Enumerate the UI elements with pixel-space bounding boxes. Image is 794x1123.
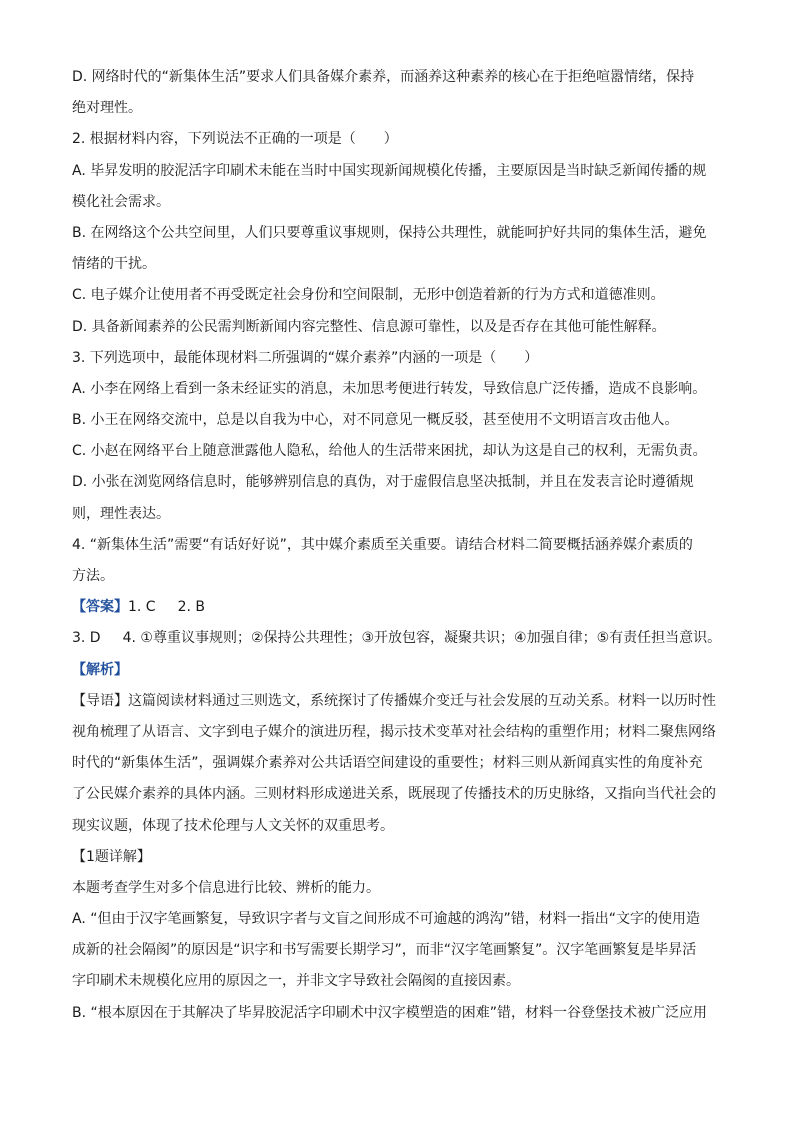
- detail-line: B. “根本原因在于其解决了毕昇胶泥活字印刷术中汉字模塑造的困难”错，材料一谷登堡技术被广泛应用: [72, 1004, 708, 1021]
- guide-line: [72, 686, 736, 717]
- guide-line: 时代的“新集体生活”，强调媒介素养对公共话语空间建设的重要性；材料三则从新闻真实性的角度补充: [72, 755, 703, 772]
- text-line: D. 具备新闻素养的公民需判断新闻内容完整性、信息源可靠性，以及是否存在其他可能性解释。: [72, 318, 666, 335]
- guide-line: 了公民媒介素养的具体内涵。三则材料形成递进关系，既展现了传播技术的历史脉络，又指向当代社会的: [72, 786, 716, 803]
- text-line: 情绪的干扰。: [72, 256, 156, 273]
- guide-text: 这篇阅读材料通过三则选文，系统探讨了传播媒介变迁与社会发展的互动关系。材料一以历时性: [128, 692, 716, 709]
- detail-line: A. “但由于汉字笔画繁复，导致识字者与文盲之间形成不可逾越的鸿沟”错，材料一指出“文字的使用造: [72, 911, 700, 928]
- text-line: B. 在网络这个公共空间里，人们只要尊重议事规则，保持公共理性，就能呵护好共同的集体生活，避免: [72, 224, 707, 241]
- analysis-tag: 【解析】: [72, 661, 128, 678]
- answer-3: 3. D: [72, 630, 101, 647]
- guide-tag: 【导语】: [72, 692, 128, 709]
- text-line: 模化社会需求。: [72, 193, 170, 210]
- text-line: D. 小张在浏览网络信息时，能够辨别信息的真伪，对于虚假信息坚决抵制，并且在发表言论时遵循规: [72, 474, 694, 491]
- guide-line: 现实议题，体现了技术伦理与人文关怀的双重思考。: [72, 817, 394, 834]
- text-line: D. 网络时代的“新集体生活”要求人们具备媒介素养，而涵养这种素养的核心在于拒绝喧嚣情绪，保持: [72, 69, 695, 85]
- detail-line: 成新的社会隔阂”的原因是“识字和书写需要长期学习”，而非“汉字笔画繁复”。汉字笔画繁复是毕昇活: [72, 942, 697, 959]
- text-line: C. 小赵在网络平台上随意泄露他人隐私，给他人的生活带来困扰，却认为这是自己的权利，无需负责。: [72, 443, 707, 460]
- answer-line-1: [72, 592, 736, 623]
- question-2-stem: 2. 根据材料内容，下列说法不正确的一项是（ ）: [72, 131, 398, 148]
- guide-line: 视角梳理了从语言、文字到电子媒介的演进历程，揭示技术变革对社会结构的重塑作用；材料二聚焦网络: [72, 723, 716, 740]
- detail-heading: 【1题详解】: [72, 848, 151, 865]
- answer-1: 1. C: [128, 599, 156, 616]
- text-line: 则，理性表达。: [72, 505, 170, 522]
- document-page: [72, 62, 736, 1029]
- text-line: 绝对理性。: [72, 100, 142, 117]
- analysis-heading: [72, 655, 736, 686]
- question-4-stem: 4. “新集体生活”需要“有话好好说”，其中媒介素质至关重要。请结合材料二简要概括涵养媒介素质的: [72, 536, 693, 553]
- text-line: A. 小李在网络上看到一条未经证实的消息，未加思考便进行转发，导致信息广泛传播，造成不良影响。: [72, 380, 707, 397]
- question-3-stem: 3. 下列选项中，最能体现材料二所强调的“媒介素养”内涵的一项是（ ）: [72, 349, 539, 366]
- text-line: C. 电子媒介让使用者不再受既定社会身份和空间限制，无形中创造着新的行为方式和道德准则。: [72, 287, 665, 304]
- text-line: B. 小王在网络交流中，总是以自我为中心，对不同意见一概反驳，甚至使用不文明语言攻击他人。: [72, 412, 679, 429]
- text-line: 方法。: [72, 568, 114, 584]
- text-line: A. 毕昇发明的胶泥活字印刷术未能在当时中国实现新闻规模化传播，主要原因是当时缺乏新闻传播的规: [72, 162, 707, 179]
- answer-2: 2. B: [177, 599, 206, 616]
- answer-line-2: [72, 623, 736, 654]
- detail-line: 本题考查学生对多个信息进行比较、辨析的能力。: [72, 879, 380, 896]
- detail-line: 字印刷术未规模化应用的原因之一，并非文字导致社会隔阂的直接因素。: [72, 973, 520, 990]
- answer-tag: 【答案】: [72, 599, 128, 616]
- answer-4: 4. ①尊重议事规则；②保持公共理性；③开放包容，凝聚共识；④加强自律；⑤有责任担当意识。: [122, 630, 722, 647]
